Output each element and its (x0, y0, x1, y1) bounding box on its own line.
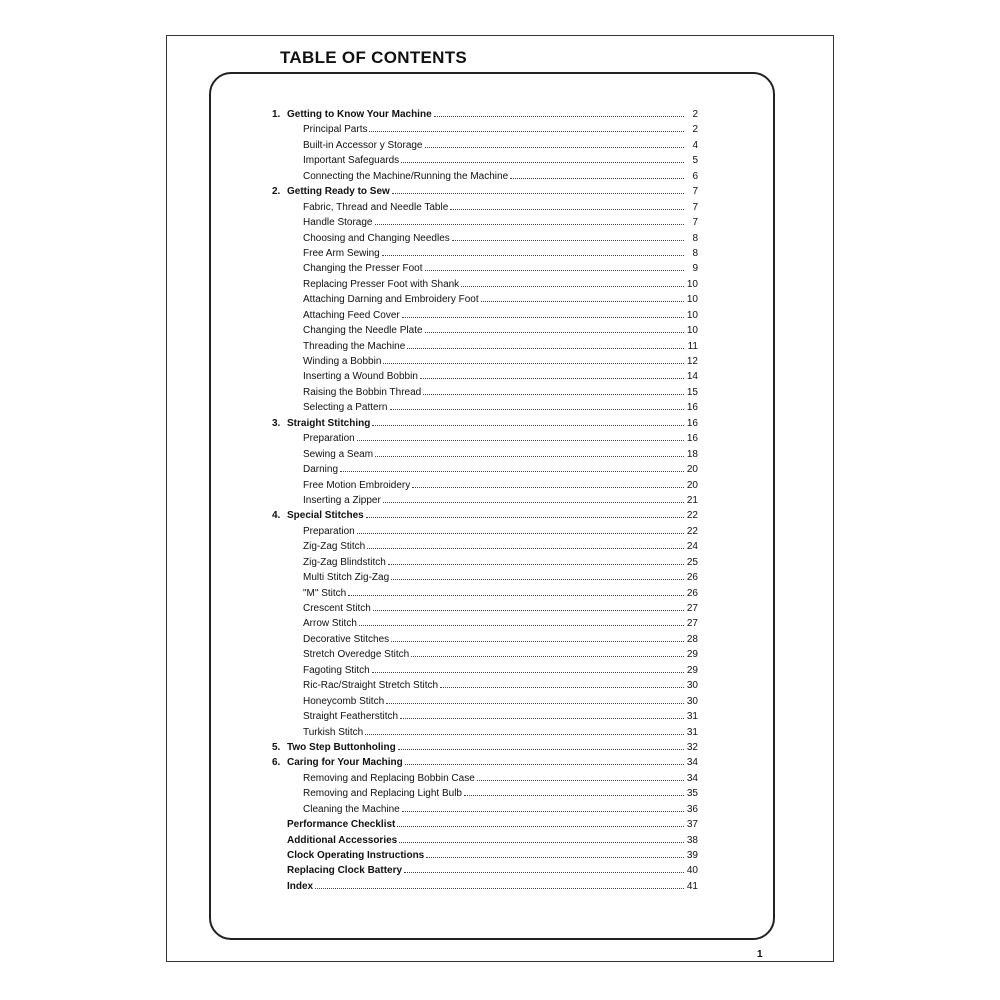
toc-entry (272, 138, 698, 153)
toc-entry-label: Free Arm Sewing (303, 247, 380, 259)
dot-leader (365, 733, 684, 735)
toc-entry-label: Multi Stitch Zig-Zag (303, 572, 390, 584)
toc-entry (272, 231, 698, 246)
toc-entry-number: 1. (272, 109, 281, 120)
toc-entry (272, 740, 698, 755)
toc-entry-label: Attaching Feed Cover (303, 309, 400, 321)
toc-entry-label: Zig-Zag Stitch (303, 541, 366, 553)
toc-entry-label: Threading the Machine (303, 340, 406, 352)
toc-entry-page: 16 (686, 433, 698, 445)
dot-leader (423, 393, 684, 395)
toc-entry (272, 771, 698, 786)
dot-leader (366, 516, 684, 518)
dot-leader (464, 794, 684, 796)
toc-entry-label: Changing the Presser Foot (303, 263, 423, 275)
toc-entry (272, 400, 698, 415)
toc-entry-page: 7 (692, 186, 698, 198)
dot-leader (390, 408, 685, 410)
toc-entry-label: Free Motion Embroidery (303, 479, 411, 491)
toc-entry (272, 478, 698, 493)
dot-leader (372, 671, 684, 673)
dot-leader (405, 763, 684, 765)
toc-entry-label: Attaching Darning and Embroidery Foot (303, 294, 479, 306)
toc-entry-label: Handle Storage (303, 217, 373, 229)
toc-entry (272, 601, 698, 616)
toc-entry-page: 4 (692, 139, 698, 151)
toc-entry (272, 493, 698, 508)
toc-entry-page: 31 (686, 726, 698, 738)
toc-entry (272, 725, 698, 740)
toc-entry (272, 153, 698, 168)
toc-entry (272, 369, 698, 384)
dot-leader (392, 192, 684, 194)
toc-entry-label: Straight Stitching (287, 417, 371, 429)
toc-entry-label: Crescent Stitch (303, 603, 371, 614)
toc-entry (272, 570, 698, 585)
toc-entry-label: Arrow Stitch (303, 618, 357, 630)
toc-entry (272, 200, 698, 215)
toc-entry-page: 26 (686, 587, 698, 599)
toc-entry-page: 8 (692, 232, 698, 244)
toc-entry-page: 8 (692, 247, 698, 259)
dot-leader (404, 871, 684, 873)
toc-entry (272, 786, 698, 801)
dot-leader (434, 115, 684, 117)
toc-entry (272, 246, 698, 261)
toc-entry-page: 40 (686, 865, 698, 877)
toc-entry-label: Straight Featherstitch (303, 711, 399, 723)
toc-entry-label: Special Stitches (287, 510, 364, 522)
toc-entry-page: 7 (692, 217, 698, 229)
toc-entry-label: Cleaning the Machine (303, 803, 400, 815)
toc-entry (272, 694, 698, 709)
toc-entry (272, 385, 698, 400)
toc-entry-label: Zig-Zag Blindstitch (303, 556, 386, 568)
toc-entry-label: Removing and Replacing Light Bulb (303, 788, 462, 800)
toc-entry-page: 34 (686, 757, 698, 769)
toc-entry-page: 30 (686, 695, 698, 707)
dot-leader (440, 686, 684, 688)
toc-entry-label: Getting Ready to Sew (287, 186, 390, 198)
dot-leader (411, 655, 684, 657)
toc-entry-label: Winding a Bobbin (303, 356, 382, 367)
toc-entry (272, 524, 698, 539)
toc-entry (272, 462, 698, 477)
toc-entry (272, 447, 698, 462)
toc-entry-label: Preparation (303, 433, 355, 445)
dot-leader (367, 547, 684, 549)
dot-leader (373, 609, 684, 611)
toc-entry-page: 15 (686, 386, 698, 398)
toc-entry (272, 354, 698, 369)
toc-entry-page: 26 (686, 572, 698, 584)
dot-leader (340, 470, 684, 472)
toc-entry (272, 339, 698, 354)
dot-leader (450, 208, 684, 210)
dot-leader (357, 532, 684, 534)
toc-entry-label: Turkish Stitch (303, 726, 364, 738)
toc-entry (272, 755, 698, 770)
toc-entry-number: 5. (272, 741, 281, 753)
toc-entry-page: 5 (692, 155, 698, 167)
toc-entry-page: 10 (686, 278, 698, 290)
toc-entry-page: 25 (686, 556, 698, 568)
toc-entry-number: 2. (272, 186, 281, 198)
toc-entry-page: 27 (686, 618, 698, 630)
toc-entry-label: Stretch Overedge Stitch (303, 649, 410, 661)
dot-leader (407, 347, 684, 349)
toc-entry-number: 6. (272, 757, 281, 769)
toc-entry-label: Sewing a Seam (303, 448, 374, 460)
toc-entry-label: Ric-Rac/Straight Stretch Stitch (303, 680, 439, 692)
dot-leader (397, 825, 684, 827)
toc-entry (272, 709, 698, 724)
toc-entry-page: 7 (692, 201, 698, 213)
toc-entry (272, 416, 698, 431)
toc-entry-label: Index (287, 880, 314, 892)
toc-entry-label: Replacing Clock Battery (287, 865, 403, 877)
page-number: 1 (757, 949, 763, 960)
toc-entry-page: 39 (686, 850, 698, 861)
dot-leader (400, 717, 684, 719)
dot-leader (398, 748, 684, 750)
dot-leader (375, 223, 685, 225)
dot-leader (412, 486, 684, 488)
toc-entry-label: Fabric, Thread and Needle Table (303, 201, 449, 213)
toc-entry (272, 184, 698, 199)
toc-entry-page: 31 (686, 711, 698, 723)
dot-leader (391, 640, 684, 642)
toc-entry-label: Fagoting Stitch (303, 664, 370, 676)
toc-entry-label: Inserting a Wound Bobbin (303, 371, 418, 383)
dot-leader (402, 810, 684, 812)
dot-leader (391, 578, 684, 580)
toc-entry-label: Darning (303, 464, 339, 476)
dot-leader (375, 455, 684, 457)
toc-entry-label: Inserting a Zipper (303, 494, 381, 506)
toc-entry-label: Changing the Needle Plate (303, 325, 423, 337)
toc-entry (272, 632, 698, 647)
toc-entry-label: Built-in Accessor y Storage (303, 139, 423, 151)
toc-entry-page: 21 (686, 494, 698, 506)
toc-entry (272, 261, 698, 276)
toc-entry (272, 802, 698, 817)
dot-leader (402, 316, 684, 318)
toc-entry-label: Principal Parts (303, 124, 368, 136)
dot-leader (359, 624, 684, 626)
toc-entry (272, 215, 698, 230)
toc-entry-label: "M" Stitch (303, 587, 347, 599)
toc-entry-page: 29 (686, 649, 698, 661)
toc-entry-page: 16 (686, 417, 698, 429)
toc-entry-page: 28 (686, 633, 698, 645)
toc-entry-label: Honeycomb Stitch (303, 695, 385, 707)
toc-entry-page: 20 (686, 479, 698, 491)
toc-entry-page: 29 (686, 664, 698, 676)
toc-entry-page: 30 (686, 680, 698, 692)
table-of-contents (272, 107, 698, 894)
dot-leader (369, 130, 684, 132)
toc-entry-page: 11 (687, 340, 698, 352)
toc-entry (272, 678, 698, 693)
dot-leader (426, 856, 684, 858)
page-title: TABLE OF CONTENTS (280, 48, 468, 67)
dot-leader (461, 285, 684, 287)
toc-entry-page: 6 (692, 170, 698, 182)
toc-entry-label: Preparation (303, 525, 355, 537)
toc-entry (272, 107, 698, 122)
toc-entry (272, 848, 698, 863)
toc-entry (272, 508, 698, 523)
toc-entry (272, 879, 698, 894)
toc-entry-page: 35 (686, 788, 698, 800)
toc-entry-label: Two Step Buttonholing (287, 741, 396, 753)
toc-entry-label: Replacing Presser Foot with Shank (303, 278, 460, 290)
toc-entry-page: 37 (686, 819, 698, 831)
toc-entry-page: 9 (692, 263, 698, 275)
toc-entry (272, 292, 698, 307)
dot-leader (348, 594, 684, 596)
toc-entry-page: 10 (686, 294, 698, 306)
dot-leader (401, 161, 684, 163)
toc-entry-page: 10 (686, 325, 698, 337)
toc-entry (272, 555, 698, 570)
toc-entry-page: 22 (686, 510, 698, 522)
dot-leader (425, 269, 684, 271)
toc-entry (272, 833, 698, 848)
toc-entry-label: Performance Checklist (287, 819, 396, 831)
toc-entry-page: 10 (686, 309, 698, 321)
toc-entry (272, 277, 698, 292)
dot-leader (315, 887, 684, 889)
toc-entry-label: Getting to Know Your Machine (287, 109, 432, 120)
dot-leader (477, 779, 684, 781)
toc-entry-label: Removing and Replacing Bobbin Case (303, 772, 475, 784)
toc-entry-page: 14 (686, 371, 698, 383)
dot-leader (388, 563, 684, 565)
dot-leader (383, 362, 684, 364)
toc-entry (272, 122, 698, 137)
toc-entry-page: 38 (686, 834, 698, 846)
toc-entry-page: 41 (686, 880, 698, 892)
dot-leader (481, 300, 684, 302)
toc-entry (272, 663, 698, 678)
toc-entry (272, 616, 698, 631)
toc-entry-page: 2 (692, 109, 698, 120)
toc-entry (272, 863, 698, 878)
toc-entry-page: 32 (686, 741, 698, 753)
toc-entry (272, 539, 698, 554)
dot-leader (382, 254, 684, 256)
dot-leader (399, 841, 684, 843)
toc-entry-label: Clock Operating Instructions (287, 850, 425, 861)
dot-leader (386, 702, 684, 704)
toc-entry-label: Decorative Stitches (303, 633, 390, 645)
dot-leader (452, 239, 684, 241)
toc-entry (272, 431, 698, 446)
toc-entry-page: 12 (686, 356, 698, 367)
dot-leader (425, 146, 685, 148)
toc-entry-page: 34 (686, 772, 698, 784)
toc-entry (272, 647, 698, 662)
toc-entry-page: 27 (686, 603, 698, 614)
toc-entry-page: 18 (686, 448, 698, 460)
dot-leader (372, 424, 684, 426)
toc-entry-label: Caring for Your Maching (287, 757, 403, 769)
toc-entry-page: 2 (692, 124, 698, 136)
toc-entry-page: 36 (686, 803, 698, 815)
dot-leader (425, 331, 684, 333)
dot-leader (510, 177, 684, 179)
toc-entry-page: 16 (686, 402, 698, 414)
toc-entry-label: Selecting a Pattern (303, 402, 388, 414)
toc-entry-number: 3. (272, 417, 281, 429)
toc-entry-label: Choosing and Changing Needles (303, 232, 450, 244)
toc-entry (272, 169, 698, 184)
toc-entry-number: 4. (272, 510, 281, 522)
toc-entry-page: 24 (686, 541, 698, 553)
dot-leader (383, 501, 684, 503)
toc-entry-page: 20 (686, 464, 698, 476)
toc-entry-label: Raising the Bobbin Thread (303, 386, 422, 398)
toc-entry-label: Additional Accessories (287, 834, 398, 846)
toc-entry-page: 22 (686, 525, 698, 537)
dot-leader (420, 377, 684, 379)
toc-entry (272, 308, 698, 323)
toc-entry-label: Important Safeguards (303, 155, 400, 167)
toc-entry (272, 586, 698, 601)
toc-entry-label: Connecting the Machine/Running the Machine (303, 170, 509, 182)
dot-leader (357, 439, 684, 441)
toc-entry (272, 323, 698, 338)
toc-entry (272, 817, 698, 832)
